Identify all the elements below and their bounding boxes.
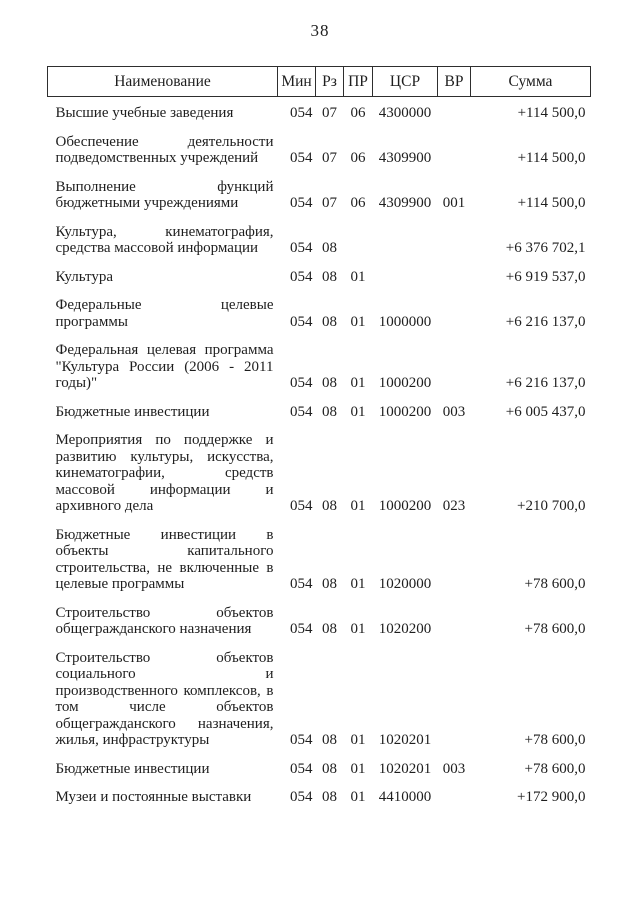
cell-pr: 01 <box>350 403 366 420</box>
cell-rz: 08 <box>322 732 337 748</box>
cell-sum: +114 500,0 <box>517 195 586 211</box>
cell-sum: +78 600,0 <box>524 621 586 637</box>
cell-name: Культура <box>55 268 113 285</box>
cell-name: Бюджетные инвестиции в объекты капитального строительства, не включенные в целевые программы <box>55 526 274 592</box>
cell-csr: 4300000 <box>378 105 432 121</box>
cell-sum: +210 700,0 <box>517 498 586 514</box>
cell-csr: 4410000 <box>378 789 432 805</box>
column-header-vr: ВР <box>438 67 471 97</box>
cell-name: Строительство объектов общегражданского назначения <box>55 604 274 637</box>
cell-sum: +6 919 537,0 <box>505 268 586 285</box>
cell-name: Строительство объектов социального и производственного комплексов, в том числе объектов общегражданского назначения, жилья, инфраструктуры <box>55 649 274 748</box>
table-body <box>48 97 591 806</box>
cell-sum: +78 600,0 <box>524 576 586 592</box>
cell-min: 054 <box>290 313 313 330</box>
cell-pr <box>344 212 373 257</box>
table-row <box>48 257 591 286</box>
cell-pr: 01 <box>350 732 366 748</box>
cell-sum: +172 900,0 <box>517 789 586 805</box>
cell-sum: +6 376 702,1 <box>505 240 586 256</box>
cell-vr: 003 <box>442 760 466 777</box>
cell-rz: 08 <box>322 240 337 256</box>
column-header-min: Мин <box>278 67 316 97</box>
cell-rz: 08 <box>322 313 337 330</box>
cell-vr: 003 <box>442 403 466 420</box>
cell-pr: 01 <box>350 375 366 391</box>
cell-vr <box>438 777 471 806</box>
cell-vr: 023 <box>442 498 466 514</box>
cell-name: Обеспечение деятельности подведомственных учреждений <box>55 133 274 166</box>
cell-vr: 001 <box>442 195 466 211</box>
cell-min: 054 <box>290 760 313 777</box>
cell-rz: 07 <box>322 195 337 211</box>
table-row <box>48 420 591 515</box>
cell-sum: +6 005 437,0 <box>505 403 586 420</box>
cell-csr: 1020201 <box>378 732 432 748</box>
cell-csr: 1020200 <box>378 621 432 637</box>
table-row <box>48 330 591 392</box>
cell-pr: 01 <box>350 760 366 777</box>
cell-pr: 01 <box>350 268 366 285</box>
cell-vr <box>438 122 471 167</box>
cell-name: Федеральная целевая программа "Культура России (2006 - 2011 годы)" <box>55 342 274 391</box>
cell-name: Культура, кинематография, средства массовой информации <box>55 223 274 256</box>
cell-min: 054 <box>290 403 313 420</box>
table-row <box>48 285 591 330</box>
cell-vr <box>438 257 471 286</box>
cell-rz: 08 <box>322 576 337 592</box>
cell-min: 054 <box>290 576 313 592</box>
table-row <box>48 392 591 421</box>
cell-min: 054 <box>290 105 313 121</box>
page-number: 38 <box>310 21 330 40</box>
table-row <box>48 593 591 638</box>
cell-pr: 01 <box>350 313 366 330</box>
cell-vr <box>438 593 471 638</box>
cell-vr <box>438 515 471 593</box>
cell-sum: +6 216 137,0 <box>505 313 586 330</box>
cell-rz: 08 <box>322 789 337 805</box>
cell-vr <box>438 212 471 257</box>
table-row <box>48 515 591 593</box>
cell-pr: 06 <box>350 150 366 166</box>
cell-vr <box>438 97 471 122</box>
cell-sum: +78 600,0 <box>524 732 586 748</box>
cell-csr <box>373 257 438 286</box>
cell-pr: 01 <box>350 576 366 592</box>
table-row <box>48 638 591 749</box>
cell-csr: 1000200 <box>378 403 432 420</box>
cell-csr: 1000200 <box>378 375 432 391</box>
cell-vr <box>438 285 471 330</box>
cell-min: 054 <box>290 732 313 748</box>
cell-min: 054 <box>290 268 313 285</box>
cell-name: Федеральные целевые программы <box>55 297 274 330</box>
cell-sum: +6 216 137,0 <box>505 375 586 391</box>
cell-csr: 1020000 <box>378 576 432 592</box>
cell-min: 054 <box>290 498 313 514</box>
table-row <box>48 97 591 122</box>
cell-rz: 08 <box>322 498 337 514</box>
table-row <box>48 167 591 212</box>
cell-csr: 1000000 <box>378 313 432 330</box>
column-header-sum: Сумма <box>471 67 591 97</box>
cell-rz: 07 <box>322 105 337 121</box>
budget-table <box>47 66 591 806</box>
cell-vr <box>438 330 471 392</box>
cell-sum: +114 500,0 <box>517 150 586 166</box>
cell-rz: 08 <box>322 375 337 391</box>
cell-sum: +78 600,0 <box>524 760 586 777</box>
cell-min: 054 <box>290 375 313 391</box>
cell-min: 054 <box>290 621 313 637</box>
cell-rz: 08 <box>322 403 337 420</box>
table-row <box>48 212 591 257</box>
cell-csr: 1020201 <box>378 760 432 777</box>
cell-csr: 4309900 <box>378 195 432 211</box>
cell-min: 054 <box>290 789 313 805</box>
cell-min: 054 <box>290 195 313 211</box>
cell-name: Бюджетные инвестиции <box>55 760 210 777</box>
cell-name: Мероприятия по поддержке и развитию культуры, искусства, кинематографии, средств массовой информации и архивного дела <box>55 432 274 514</box>
cell-name: Выполнение функций бюджетными учреждениями <box>55 178 274 211</box>
cell-rz: 08 <box>322 268 337 285</box>
cell-rz: 08 <box>322 621 337 637</box>
table-row <box>48 122 591 167</box>
column-header-name: Наименование <box>48 67 278 97</box>
cell-csr: 4309900 <box>378 150 432 166</box>
column-header-pr: ПР <box>344 67 373 97</box>
table-header-row <box>48 67 591 97</box>
cell-csr <box>373 212 438 257</box>
cell-pr: 01 <box>350 498 366 514</box>
cell-sum: +114 500,0 <box>517 105 586 121</box>
cell-name: Музеи и постоянные выставки <box>55 789 252 805</box>
cell-pr: 01 <box>350 789 366 805</box>
column-header-csr: ЦСР <box>373 67 438 97</box>
cell-min: 054 <box>290 150 313 166</box>
cell-pr: 06 <box>350 195 366 211</box>
cell-rz: 07 <box>322 150 337 166</box>
table-row <box>48 749 591 778</box>
cell-csr: 1000200 <box>378 498 432 514</box>
cell-vr <box>438 638 471 749</box>
cell-min: 054 <box>290 240 313 256</box>
cell-name: Бюджетные инвестиции <box>55 403 210 420</box>
cell-pr: 01 <box>350 621 366 637</box>
cell-name: Высшие учебные заведения <box>55 105 234 121</box>
cell-rz: 08 <box>322 760 337 777</box>
cell-pr: 06 <box>350 105 366 121</box>
table-row <box>48 777 591 806</box>
column-header-rz: Рз <box>316 67 344 97</box>
